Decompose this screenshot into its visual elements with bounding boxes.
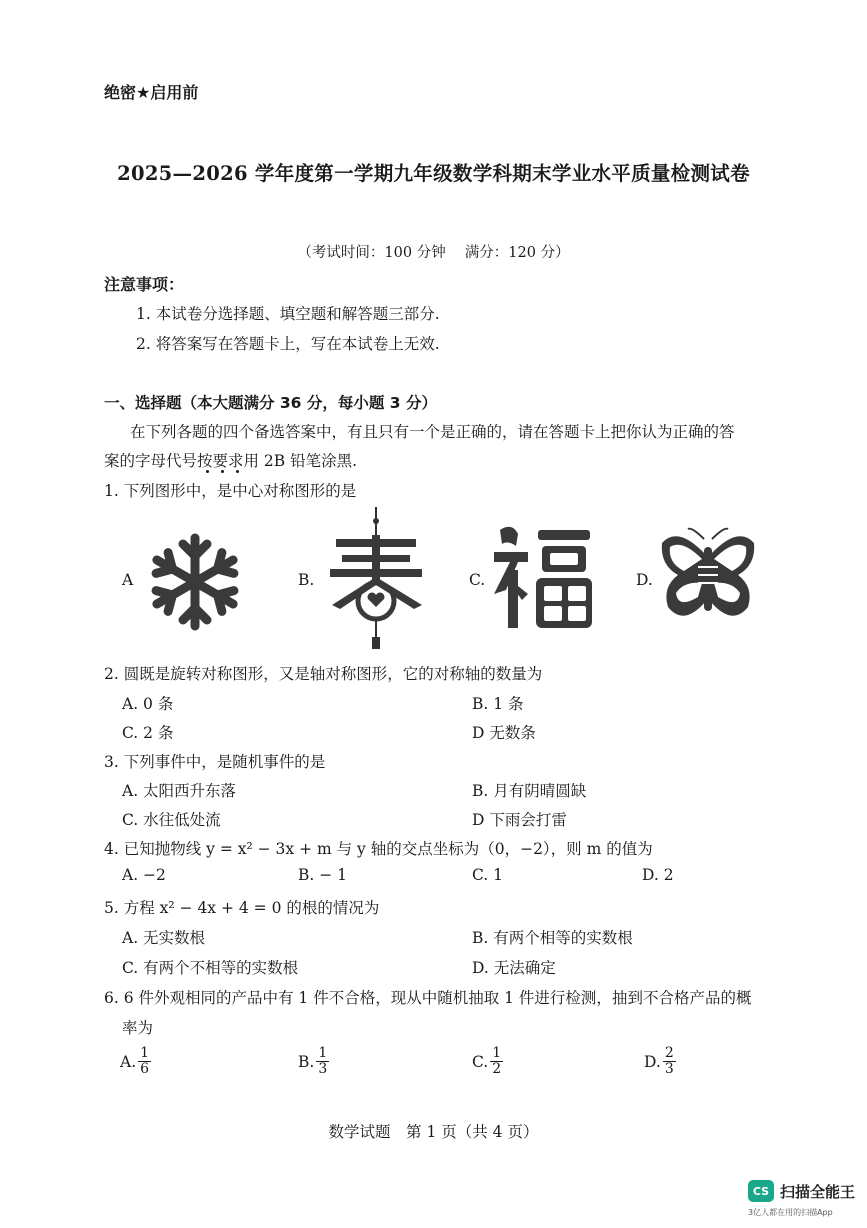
section-intro: 案的字母代号按要求用 2B 铅笔涂黑.: [104, 452, 358, 470]
section-intro: 在下列各题的四个备选答案中，有且只有一个是正确的，请在答题卡上把你认为正确的答: [130, 423, 735, 441]
option-b: B. $\frac{1}{3}$: [298, 1045, 328, 1078]
scanner-watermark: [748, 1180, 855, 1202]
option-label: D. 2: [642, 866, 674, 884]
section-heading: 一、选择题（本大题满分 36 分，每小题 3 分）: [104, 394, 437, 412]
option-label: B.: [298, 571, 315, 589]
option-label: A. −2: [122, 866, 166, 884]
option-label: C. 有两个不相等的实数根: [122, 959, 299, 977]
fu-character-icon: [488, 520, 598, 635]
option-label: A: [122, 571, 134, 589]
option-a: A. $\frac{1}{6}$: [120, 1045, 150, 1078]
exam-time-score: （考试时间：100 分钟 满分：120 分）: [297, 245, 570, 261]
question-stem: 率为: [122, 1019, 154, 1037]
snowflake-icon: [140, 530, 250, 635]
chun-character-icon: [322, 505, 432, 655]
fraction: $\frac{2}{3}$: [664, 1045, 674, 1078]
notice-heading: 注意事项：: [104, 275, 185, 294]
option-label: B. 1 条: [472, 695, 524, 713]
option-label: C. 水往低处流: [122, 811, 221, 829]
fraction: $\frac{1}{6}$: [140, 1045, 150, 1078]
emphasis-dots: [206, 470, 239, 473]
option-label: C.: [469, 571, 486, 589]
option-label: B. 有两个相等的实数根: [472, 929, 633, 947]
option-label: B. 月有阴晴圆缺: [472, 782, 587, 800]
option-c: C. $\frac{1}{2}$: [472, 1045, 502, 1078]
question-stem: 6. 6 件外观相同的产品中有 1 件不合格，现从中随机抽取 1 件进行检测，抽到不合格产品的概: [104, 989, 752, 1007]
scanner-tagline: 3亿人都在用的扫描App: [748, 1208, 833, 1217]
camscanner-logo-icon: CS: [748, 1180, 774, 1202]
butterfly-icon: [658, 525, 758, 630]
option-label: D 无数条: [472, 724, 536, 742]
notice-item: 1. 本试卷分选择题、填空题和解答题三部分.: [136, 305, 440, 323]
question-stem: 4. 已知抛物线 y = x² − 3x + m 与 y 轴的交点坐标为（0，−2），则 m 的值为: [104, 840, 653, 858]
option-label: A. 无实数根: [122, 929, 206, 947]
option-label: A. 0 条: [122, 695, 174, 713]
question-stem: 1. 下列图形中，是中心对称图形的是: [104, 482, 357, 500]
option-label: C. 1: [472, 866, 504, 884]
option-label: D 下雨会打雷: [472, 811, 567, 829]
option-d: D. $\frac{2}{3}$: [644, 1045, 674, 1078]
confidential-mark: 绝密★启用前: [104, 83, 199, 102]
option-label: D. 无法确定: [472, 959, 556, 977]
exam-title: 2025—2026 学年度第一学期九年级数学科期末学业水平质量检测试卷: [117, 162, 750, 185]
notice-item: 2. 将答案写在答题卡上，写在本试卷上无效.: [136, 335, 440, 353]
fraction: $\frac{1}{2}$: [492, 1045, 502, 1078]
page-footer: 数学试题 第 1 页（共 4 页）: [328, 1123, 539, 1141]
question-stem: 3. 下列事件中，是随机事件的是: [104, 753, 326, 771]
fraction: $\frac{1}{3}$: [318, 1045, 328, 1078]
question-stem: 2. 圆既是旋转对称图形，又是轴对称图形，它的对称轴的数量为: [104, 665, 543, 683]
option-label: A. 太阳西升东落: [122, 782, 237, 800]
scanner-app-name: 扫描全能王: [780, 1182, 856, 1201]
option-label: C. 2 条: [122, 724, 174, 742]
option-label: D.: [636, 571, 653, 589]
question-stem: 5. 方程 x² − 4x + 4 = 0 的根的情况为: [104, 899, 380, 917]
option-label: B. − 1: [298, 866, 348, 884]
